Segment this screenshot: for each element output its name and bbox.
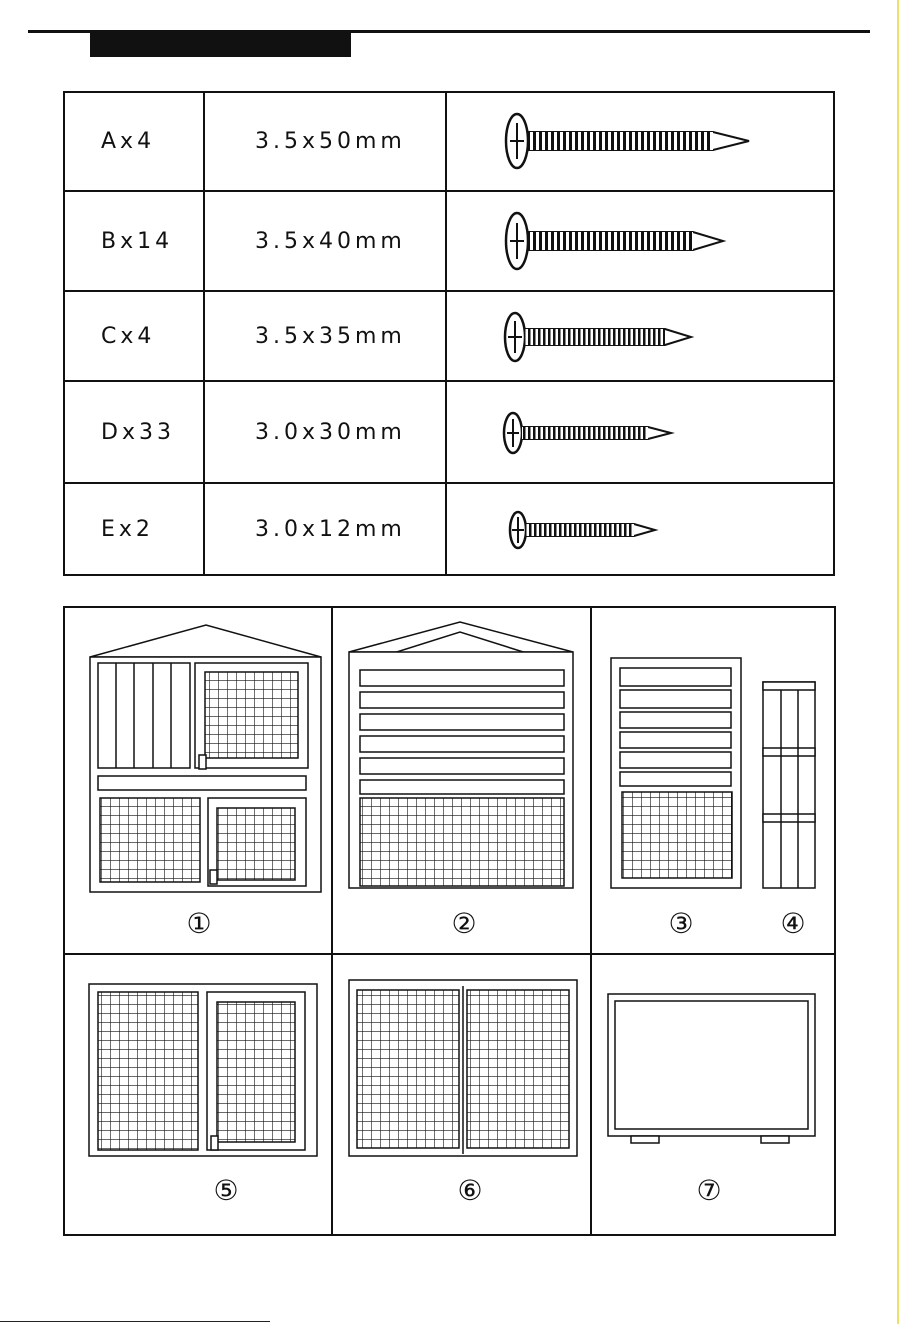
screw-a-icon — [503, 113, 753, 169]
hardware-code: Dx33 — [101, 419, 175, 445]
part-3-side-panel-drawing — [611, 658, 741, 888]
part-6-mesh-panel-drawing — [349, 980, 577, 1156]
table-row — [65, 190, 833, 290]
screw-b-icon — [503, 212, 733, 270]
part-label: ⑦ — [696, 1174, 722, 1207]
table-row — [65, 290, 833, 380]
part-label: ④ — [780, 907, 806, 940]
part-label: ① — [186, 907, 212, 940]
part-1-front-panel-drawing — [90, 625, 321, 892]
hardware-table — [63, 91, 835, 576]
part-4-narrow-panel-drawing — [763, 682, 815, 888]
part-2-back-panel-drawing — [349, 622, 573, 888]
hardware-size: 3.5x35mm — [255, 323, 406, 349]
hardware-code: Ax4 — [101, 129, 156, 154]
hardware-size: 3.5x40mm — [255, 228, 406, 254]
table-row — [65, 482, 833, 574]
part-label: ⑥ — [457, 1174, 483, 1207]
table-row — [65, 93, 833, 190]
screw-d-icon — [503, 412, 683, 454]
header-bar — [90, 33, 351, 57]
screw-e-icon — [509, 511, 669, 549]
hardware-size: 3.5x50mm — [255, 129, 406, 154]
hardware-code: Cx4 — [101, 323, 156, 349]
part-label: ② — [451, 907, 477, 940]
part-label: ⑤ — [213, 1174, 239, 1207]
hardware-size: 3.0x30mm — [255, 419, 406, 445]
screw-c-icon — [503, 312, 703, 362]
hardware-code: Ex2 — [101, 516, 154, 542]
hardware-size: 3.0x12mm — [255, 516, 406, 542]
part-5-door-panel-drawing — [89, 984, 317, 1156]
hardware-code: Bx14 — [101, 228, 174, 254]
table-row — [65, 380, 833, 482]
parts-grid — [63, 606, 836, 1236]
part-7-tray-drawing — [608, 994, 815, 1143]
part-label: ③ — [668, 907, 694, 940]
page-footer-rule — [0, 1321, 270, 1322]
